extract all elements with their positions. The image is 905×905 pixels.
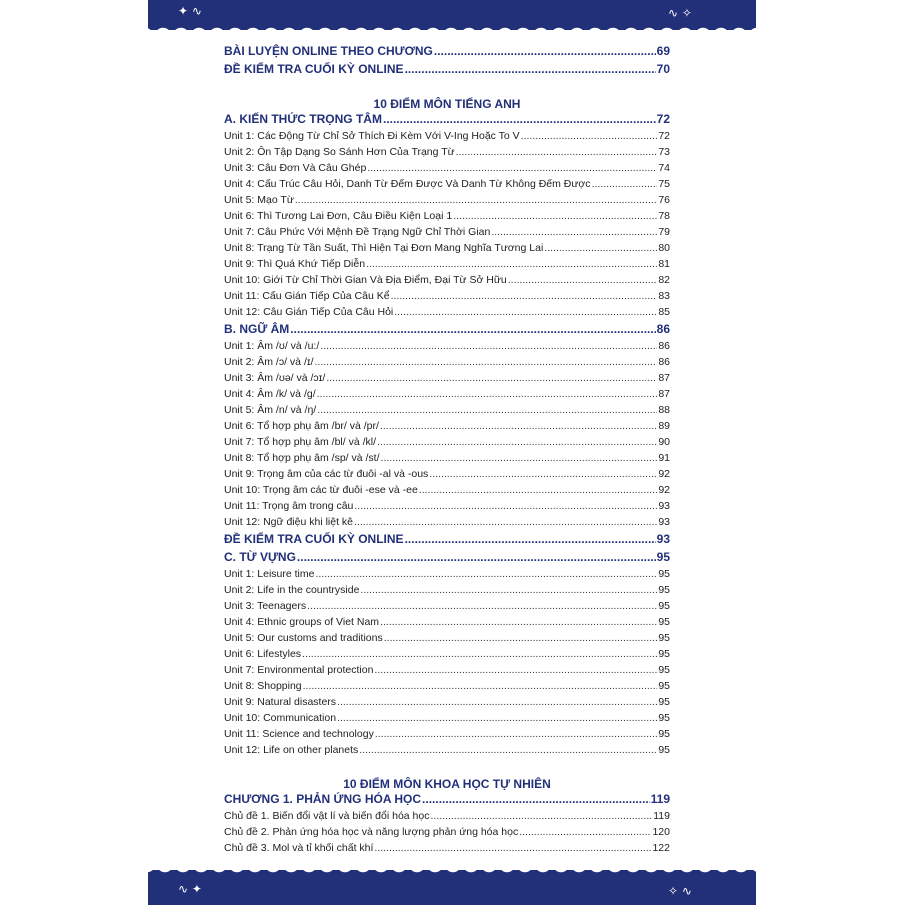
toc-entry[interactable] (224, 146, 670, 162)
toc-entry[interactable] (224, 516, 670, 532)
toc-entry[interactable] (224, 696, 670, 712)
toc-entry-title: Unit 1: Các Động Từ Chỉ Sở Thích Đi Kèm Với V-Ing Hoặc To V (224, 130, 520, 142)
toc-entry-page: 73 (658, 146, 670, 158)
toc-heading-a[interactable]: A. KIẾN THỨC TRỌNG TÂM ..... 72 (224, 112, 670, 130)
header-wave-band (148, 0, 756, 30)
toc-entry-page: 95 (658, 744, 670, 756)
toc-entry-page: 74 (658, 162, 670, 174)
toc-entry-page: 86 (658, 340, 670, 352)
list-chapter-1 (224, 810, 670, 858)
toc-entry-page: 72 (658, 130, 670, 142)
toc-entry[interactable] (224, 600, 670, 616)
toc-entry[interactable] (224, 826, 670, 842)
toc-entry-page: 95 (658, 616, 670, 628)
toc-entry[interactable] (224, 468, 670, 484)
toc-heading-exam[interactable]: ĐỀ KIỂM TRA CUỐI KỲ ONLINE ..... 93 (224, 532, 670, 550)
toc-entry-title: Unit 4: Âm /k/ và /g/ (224, 388, 316, 400)
toc-entry-page: 83 (658, 290, 670, 302)
toc-entry[interactable] (224, 356, 670, 372)
toc-entry-title: Unit 2: Ôn Tập Dạng So Sánh Hơn Của Trạng Từ (224, 146, 455, 158)
toc-entry-page: 87 (658, 372, 670, 384)
toc-entry-title: Unit 8: Tổ hợp phụ âm /sp/ và /st/ (224, 452, 380, 464)
toc-entry-page: 92 (658, 484, 670, 496)
toc-entry-title: Unit 5: Our customs and traditions (224, 632, 383, 644)
toc-entry-title: Unit 5: Âm /n/ và /ŋ/ (224, 404, 317, 416)
toc-entry-title: Unit 11: Trọng âm trong câu (224, 500, 354, 512)
toc-entry-page: 95 (658, 568, 670, 580)
toc-entry[interactable] (224, 420, 670, 436)
toc-entry[interactable] (224, 388, 670, 404)
table-of-contents (224, 44, 670, 858)
toc-entry[interactable] (224, 664, 670, 680)
toc-entry[interactable] (224, 484, 670, 500)
toc-entry-page: 92 (658, 468, 670, 480)
toc-entry-title: Unit 11: Cấu Gián Tiếp Của Câu Kể (224, 290, 390, 302)
toc-entry[interactable] (224, 274, 670, 290)
swirl-icon: ✦ ∿ (178, 4, 202, 18)
toc-entry-title: Unit 2: Life in the countryside (224, 584, 360, 596)
toc-entry-title: Unit 6: Lifestyles (224, 648, 302, 660)
toc-entry-page: 95 (658, 696, 670, 708)
swirl-icon: ✧ ∿ (668, 884, 692, 898)
toc-entry-title: Unit 11: Science and technology (224, 728, 374, 740)
toc-entry[interactable] (224, 712, 670, 728)
toc-entry-page: 90 (658, 436, 670, 448)
toc-entry[interactable] (224, 584, 670, 600)
toc-entry-title: Unit 4: Cấu Trúc Câu Hỏi, Danh Từ Đếm Được Và Danh Từ Không Đếm Được (224, 178, 591, 190)
toc-entry-page: 119 (653, 810, 670, 822)
toc-entry-page: 87 (658, 388, 670, 400)
toc-entry[interactable] (224, 242, 670, 258)
toc-entry[interactable] (224, 728, 670, 744)
book-page (148, 0, 756, 905)
toc-entry[interactable] (224, 648, 670, 664)
toc-entry-title: Chủ đề 3. Mol và tỉ khối chất khí (224, 842, 374, 854)
toc-entry-page: 76 (658, 194, 670, 206)
toc-entry[interactable] (224, 340, 670, 356)
toc-entry[interactable] (224, 404, 670, 420)
toc-entry[interactable] (224, 290, 670, 306)
toc-entry-title: Unit 6: Tổ hợp phụ âm /br/ và /pr/ (224, 420, 379, 432)
toc-entry-title: Unit 4: Ethnic groups of Viet Nam (224, 616, 380, 628)
toc-entry[interactable] (224, 744, 670, 760)
toc-entry-title: Chủ đề 1. Biến đổi vật lí và biến đổi hóa học (224, 810, 430, 822)
toc-entry-title: Unit 3: Teenagers (224, 600, 307, 612)
toc-entry[interactable] (224, 194, 670, 210)
toc-entry[interactable] (224, 616, 670, 632)
toc-entry[interactable] (224, 178, 670, 194)
toc-entry-title: Unit 12: Câu Gián Tiếp Của Câu Hỏi (224, 306, 394, 318)
toc-entry[interactable] (224, 500, 670, 516)
toc-entry[interactable] (224, 162, 670, 178)
toc-entry-title: Unit 3: Âm /ʊə/ và /ɔɪ/ (224, 372, 326, 384)
toc-entry-page: 120 (652, 826, 670, 838)
list-c (224, 568, 670, 760)
toc-entry-page: 95 (658, 680, 670, 692)
swirl-icon: ∿ ✧ (668, 6, 692, 20)
toc-heading-intro-2[interactable]: ĐỀ KIỂM TRA CUỐI KỲ ONLINE ..... 70 (224, 62, 670, 80)
toc-entry[interactable] (224, 632, 670, 648)
toc-entry-page: 80 (658, 242, 670, 254)
swirl-icon: ∿ ✦ (178, 882, 202, 896)
toc-entry-title: Unit 10: Trọng âm các từ đuôi -ese và -ee (224, 484, 418, 496)
toc-entry[interactable] (224, 258, 670, 274)
toc-entry[interactable] (224, 842, 670, 858)
toc-entry-page: 79 (658, 226, 670, 238)
toc-entry-page: 93 (658, 516, 670, 528)
toc-entry-title: Unit 8: Trạng Từ Tần Suất, Thì Hiện Tại Đơn Mang Nghĩa Tương Lai (224, 242, 544, 254)
toc-entry-page: 95 (658, 664, 670, 676)
toc-entry[interactable] (224, 210, 670, 226)
toc-heading-chapter-1[interactable]: CHƯƠNG 1. PHẢN ỨNG HÓA HỌC ..... 119 (224, 792, 670, 810)
toc-entry[interactable] (224, 372, 670, 388)
toc-entry-page: 95 (658, 728, 670, 740)
toc-entry-title: Unit 9: Trọng âm của các từ đuôi -al và -ous (224, 468, 429, 480)
toc-entry-title: Chủ đề 2. Phản ứng hóa học và năng lượng phản ứng hóa học (224, 826, 519, 838)
toc-entry-page: 78 (658, 210, 670, 222)
toc-entry-page: 89 (658, 420, 670, 432)
toc-entry-page: 85 (658, 306, 670, 318)
toc-entry-title: Unit 7: Environmental protection (224, 664, 374, 676)
toc-entry-page: 82 (658, 274, 670, 286)
toc-entry-title: Unit 1: Leisure time (224, 568, 315, 580)
toc-entry[interactable] (224, 226, 670, 242)
toc-entry-page: 95 (658, 584, 670, 596)
toc-entry-title: Unit 8: Shopping (224, 680, 302, 692)
toc-entry-page: 88 (658, 404, 670, 416)
toc-entry[interactable] (224, 568, 670, 584)
toc-entry-title: Unit 9: Thì Quá Khứ Tiếp Diễn (224, 258, 366, 270)
toc-entry-title: Unit 9: Natural disasters (224, 696, 337, 708)
toc-entry-page: 95 (658, 648, 670, 660)
toc-entry-title: Unit 12: Ngữ điệu khi liệt kê (224, 516, 354, 528)
toc-entry[interactable] (224, 306, 670, 322)
toc-entry-page: 95 (658, 632, 670, 644)
toc-heading-b[interactable]: B. NGỮ ÂM ..... 86 (224, 322, 670, 340)
toc-entry-title: Unit 1: Âm /ʊ/ và /u:/ (224, 340, 320, 352)
toc-entry-page: 93 (658, 500, 670, 512)
toc-entry-title: Unit 5: Mạo Từ (224, 194, 294, 206)
toc-heading-c[interactable]: C. TỪ VỰNG ..... 95 (224, 550, 670, 568)
list-b (224, 340, 670, 532)
footer-wave-band (148, 870, 756, 905)
toc-entry-page: 95 (658, 712, 670, 724)
toc-entry-title: Unit 10: Communication (224, 712, 337, 724)
toc-entry[interactable] (224, 130, 670, 146)
toc-entry-title: Unit 6: Thì Tương Lai Đơn, Câu Điều Kiện Loại 1 (224, 210, 453, 222)
toc-entry-page: 122 (652, 842, 670, 854)
toc-entry-title: Unit 2: Âm /ɔ/ và /ɪ/ (224, 356, 314, 368)
toc-entry-page: 75 (658, 178, 670, 190)
toc-entry[interactable] (224, 680, 670, 696)
toc-entry-page: 81 (658, 258, 670, 270)
science-section-title: 10 ĐIỂM MÔN KHOA HỌC TỰ NHIÊN (343, 777, 551, 791)
toc-entry-page: 86 (658, 356, 670, 368)
toc-entry-title: Unit 7: Câu Phức Với Mệnh Đề Trạng Ngữ Chỉ Thời Gian (224, 226, 491, 238)
toc-entry-title: Unit 7: Tổ hợp phụ âm /bl/ và /kl/ (224, 436, 377, 448)
toc-entry-title: Unit 12: Life on other planets (224, 744, 359, 756)
toc-heading-intro-1[interactable]: BÀI LUYỆN ONLINE THEO CHƯƠNG ..... 69 (224, 44, 670, 62)
toc-entry-title: Unit 10: Giới Từ Chỉ Thời Gian Và Địa Điểm, Đại Từ Sở Hữu (224, 274, 507, 286)
toc-entry[interactable] (224, 436, 670, 452)
english-section-title: 10 ĐIỂM MÔN TIẾNG ANH (373, 97, 521, 111)
toc-entry[interactable] (224, 810, 670, 826)
list-a (224, 130, 670, 322)
toc-entry[interactable] (224, 452, 670, 468)
toc-entry-page: 95 (658, 600, 670, 612)
toc-entry-title: Unit 3: Câu Đơn Và Câu Ghép (224, 162, 367, 174)
toc-entry-page: 91 (658, 452, 670, 464)
